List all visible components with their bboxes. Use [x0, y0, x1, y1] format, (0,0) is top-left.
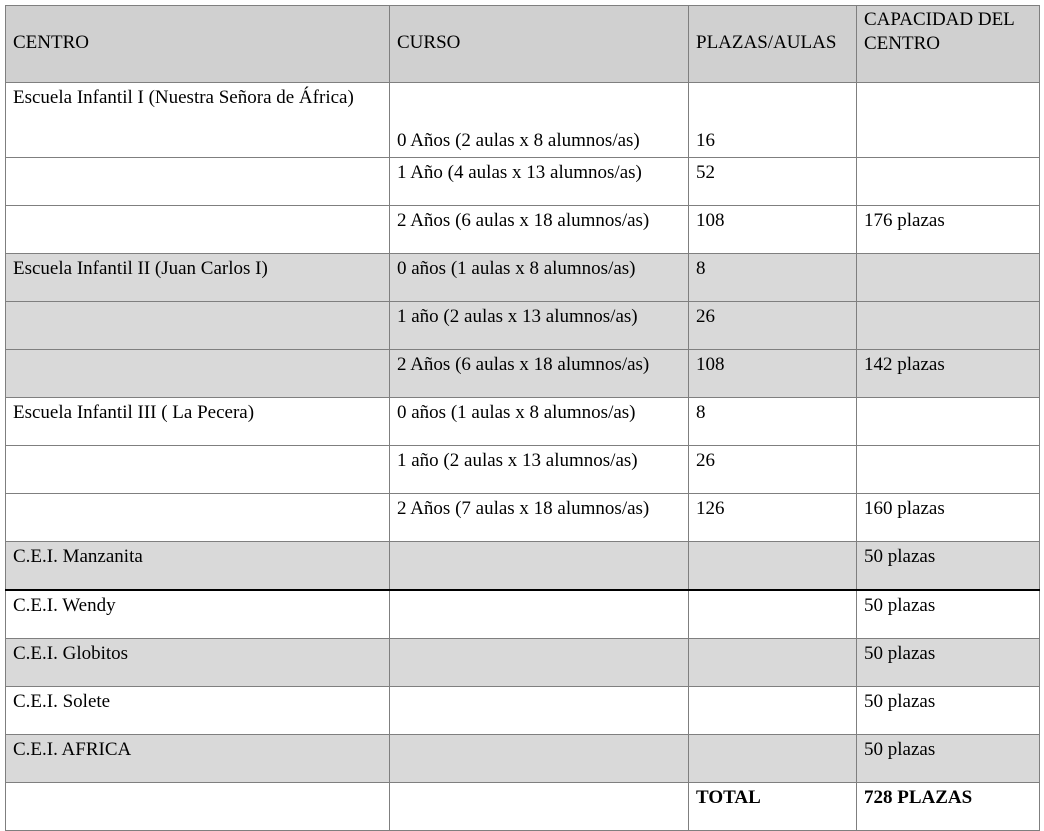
cell-plazas: 16 [689, 83, 857, 158]
cell-curso [390, 639, 689, 687]
cell-capacidad: 50 plazas [857, 542, 1040, 591]
cell-centro [6, 446, 390, 494]
cell-capacidad [857, 302, 1040, 350]
cell-centro: Escuela Infantil I (Nuestra Señora de África) [6, 83, 390, 158]
cell-centro: C.E.I. Solete [6, 687, 390, 735]
header-capacidad: CAPACIDAD DEL CENTRO [857, 6, 1040, 83]
cell-centro: Escuela Infantil II (Juan Carlos I) [6, 254, 390, 302]
table-row [6, 639, 1040, 687]
table-row [6, 398, 1040, 446]
table-row [6, 735, 1040, 783]
cell-plazas: 8 [689, 254, 857, 302]
cell-capacidad [857, 446, 1040, 494]
cell-plazas [689, 687, 857, 735]
header-plazas-aulas: PLAZAS/AULAS [689, 6, 857, 83]
cell-plazas: 126 [689, 494, 857, 542]
cell-plazas: 52 [689, 158, 857, 206]
table-row [6, 687, 1040, 735]
cell-curso: 1 año (2 aulas x 13 alumnos/as) [390, 446, 689, 494]
cell-curso: 0 Años (2 aulas x 8 alumnos/as) [390, 83, 689, 158]
table-row [6, 350, 1040, 398]
header-curso: CURSO [390, 6, 689, 83]
cell-centro: Escuela Infantil III ( La Pecera) [6, 398, 390, 446]
cell-curso [390, 590, 689, 639]
table-row [6, 158, 1040, 206]
cell-curso: 1 Año (4 aulas x 13 alumnos/as) [390, 158, 689, 206]
cell-capacidad: 176 plazas [857, 206, 1040, 254]
cell-centro [6, 158, 390, 206]
cell-curso [390, 687, 689, 735]
cell-curso: 0 años (1 aulas x 8 alumnos/as) [390, 398, 689, 446]
table-row [6, 590, 1040, 639]
cell-plazas: 8 [689, 398, 857, 446]
cell-plazas: 108 [689, 206, 857, 254]
cell-centro: C.E.I. Manzanita [6, 542, 390, 591]
table-row [6, 542, 1040, 591]
cell-centro [6, 350, 390, 398]
cell-plazas [689, 735, 857, 783]
total-label: TOTAL [689, 783, 857, 831]
cell-plazas: 26 [689, 446, 857, 494]
cell-curso [390, 735, 689, 783]
cell-capacidad: 142 plazas [857, 350, 1040, 398]
cell-centro [6, 302, 390, 350]
cell-curso: 2 Años (6 aulas x 18 alumnos/as) [390, 350, 689, 398]
cell-curso: 1 año (2 aulas x 13 alumnos/as) [390, 302, 689, 350]
cell-curso [390, 542, 689, 591]
cell-capacidad [857, 398, 1040, 446]
cell-capacidad [857, 254, 1040, 302]
table-row [6, 302, 1040, 350]
capacity-table [5, 5, 1040, 831]
cell-centro: C.E.I. AFRICA [6, 735, 390, 783]
cell-centro [6, 494, 390, 542]
cell-capacidad: 50 plazas [857, 687, 1040, 735]
cell-curso: 0 años (1 aulas x 8 alumnos/as) [390, 254, 689, 302]
cell-capacidad: 50 plazas [857, 735, 1040, 783]
cell-capacidad [857, 158, 1040, 206]
cell-centro: C.E.I. Globitos [6, 639, 390, 687]
cell-plazas [689, 590, 857, 639]
table-row [6, 446, 1040, 494]
table-row [6, 494, 1040, 542]
cell-plazas: 108 [689, 350, 857, 398]
cell-plazas [689, 639, 857, 687]
cell-capacidad: 160 plazas [857, 494, 1040, 542]
table-row [6, 83, 1040, 158]
cell-plazas: 26 [689, 302, 857, 350]
cell-plazas [689, 542, 857, 591]
table-row [6, 206, 1040, 254]
cell-capacidad: 50 plazas [857, 639, 1040, 687]
header-row [6, 6, 1040, 83]
cell-curso: 2 Años (6 aulas x 18 alumnos/as) [390, 206, 689, 254]
cell-capacidad: 50 plazas [857, 590, 1040, 639]
header-centro: CENTRO [6, 6, 390, 83]
cell-centro [6, 206, 390, 254]
cell-capacidad [857, 83, 1040, 158]
cell-centro: C.E.I. Wendy [6, 590, 390, 639]
table-row [6, 254, 1040, 302]
cell-curso: 2 Años (7 aulas x 18 alumnos/as) [390, 494, 689, 542]
total-value: 728 PLAZAS [857, 783, 1040, 831]
